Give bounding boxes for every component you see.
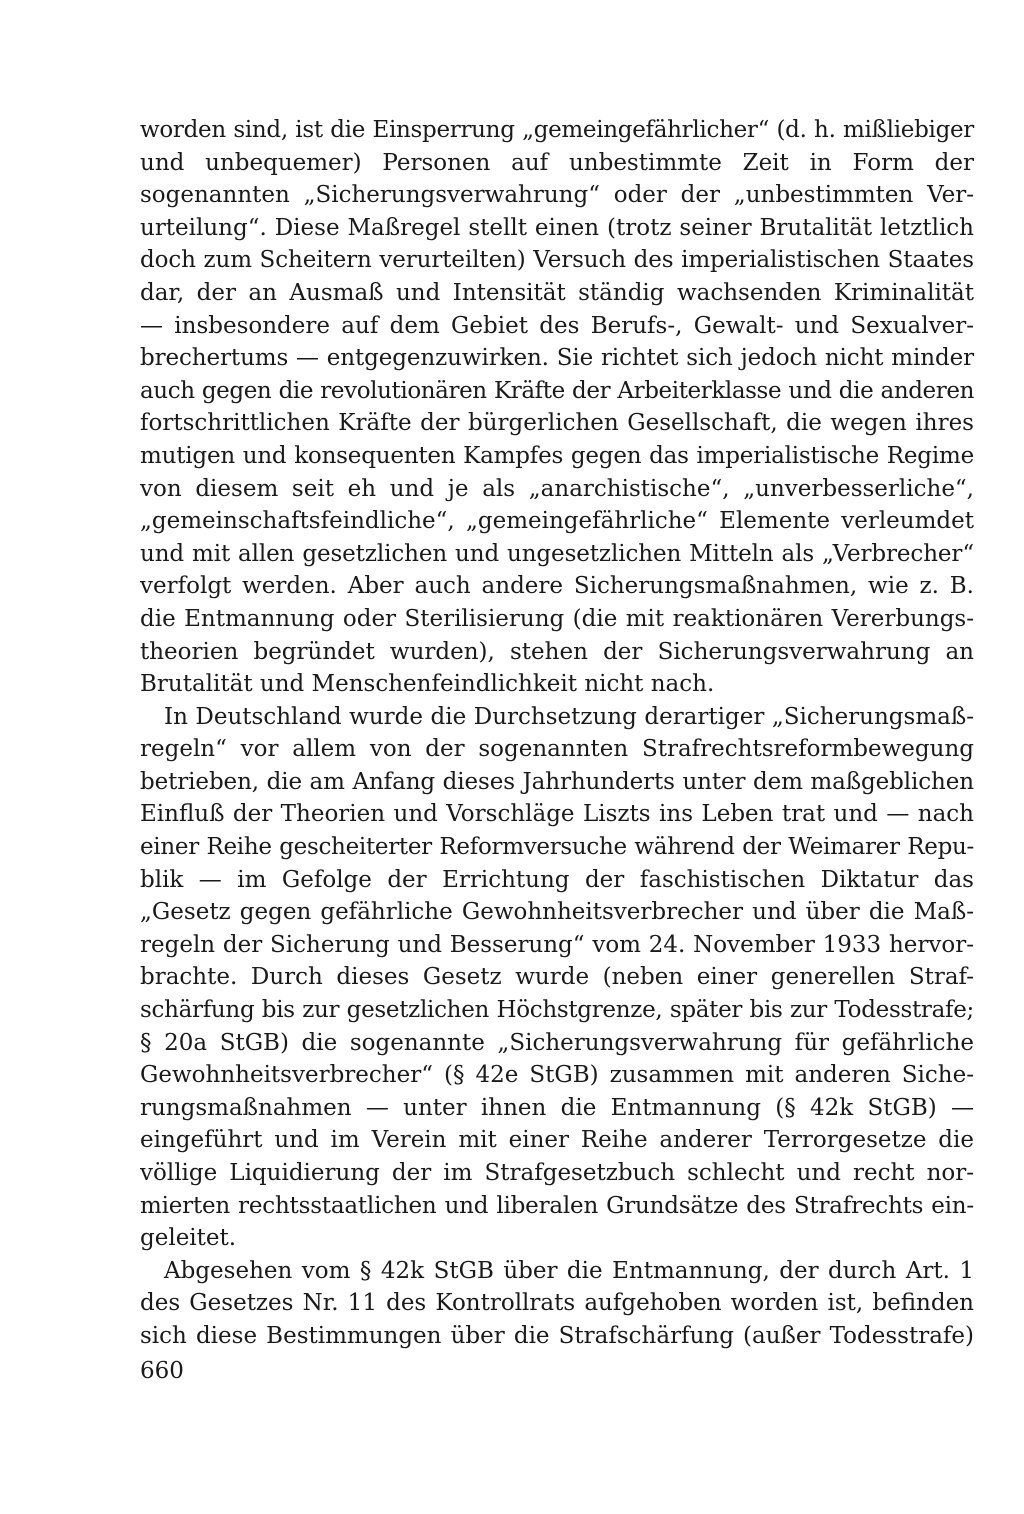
text-line: regeln“ vor allem von der sogenannten Strafrechtsreformbewegung [140, 736, 974, 763]
text-line: rungsmaßnahmen — unter ihnen die Entmannung (§ 42k StGB) — [140, 1094, 974, 1121]
text-line: betrieben, die am Anfang dieses Jahrhunderts unter dem maßgeblichen [140, 768, 974, 795]
text-line: schärfung bis zur gesetzlichen Höchstgrenze, später bis zur Todesstrafe; [140, 997, 974, 1024]
text-line: fortschrittlichen Kräfte der bürgerlichen Gesellschaft, die wegen ihres [140, 410, 974, 437]
text-line: blik — im Gefolge der Errichtung der faschistischen Diktatur das [140, 866, 974, 893]
text-line: völlige Liquidierung der im Strafgesetzbuch schlecht und recht nor- [140, 1160, 974, 1186]
text-line: die Entmannung oder Sterilisierung (die mit reaktionären Vererbungs- [140, 605, 974, 632]
text-line: Gewohnheitsverbrecher“ (§ 42e StGB) zusammen mit anderen Siche- [140, 1062, 974, 1089]
text-line: — insbesondere auf dem Gebiet des Berufs-, Gewalt- und Sexualver- [140, 312, 974, 339]
text-line: brechertums — entgegenzuwirken. Sie richtet sich jedoch nicht minder [140, 345, 974, 372]
page-number: 660 [140, 1358, 184, 1384]
body-text [140, 114, 974, 1353]
text-line: mutigen und konsequenten Kampfes gegen das imperialistische Regime [140, 442, 974, 469]
text-line: Einfluß der Theorien und Vorschläge Liszts ins Leben trat und — nach [140, 801, 974, 828]
text-line: theorien begründet wurden), stehen der Sicherungsverwahrung an [140, 638, 974, 665]
text-line: auch gegen die revolutionären Kräfte der Arbeiterklasse und die anderen [140, 377, 974, 404]
text-line: worden sind, ist die Einsperrung „gemeingefährlicher“ (d. h. mißliebiger [140, 117, 974, 143]
text-line: des Gesetzes Nr. 11 des Kontrollrats aufgehoben worden ist, befinden [140, 1290, 974, 1317]
text-line: urteilung“. Diese Maßregel stellt einen (trotz seiner Brutalität letztlich [140, 214, 974, 241]
text-line: In Deutschland wurde die Durchsetzung derartiger „Sicherungsmaß- [164, 703, 974, 730]
text-line: Brutalität und Menschenfeindlichkeit nicht nach. [140, 671, 715, 698]
text-line: „Gesetz gegen gefährliche Gewohnheitsverbrecher und über die Maß- [140, 899, 974, 926]
text-line: § 20a StGB) die sogenannte „Sicherungsverwahrung für gefährliche [140, 1029, 974, 1056]
text-line: und mit allen gesetzlichen und ungesetzlichen Mitteln als „Verbrecher“ [140, 540, 974, 567]
text-line: sogenannten „Sicherungsverwahrung“ oder der „unbestimmten Ver- [140, 182, 974, 209]
text-line: geleitet. [140, 1225, 237, 1252]
text-line: und unbequemer) Personen auf unbestimmte Zeit in Form der [140, 149, 974, 176]
text-line: dar, der an Ausmaß und Intensität ständig wachsenden Kriminalität [140, 279, 974, 306]
text-line: brachte. Durch dieses Gesetz wurde (neben einer generellen Straf- [140, 964, 974, 991]
text-line: mierten rechtsstaatlichen und liberalen Grundsätze des Strafrechts ein- [140, 1192, 974, 1219]
text-line: Abgesehen vom § 42k StGB über die Entmannung, der durch Art. 1 [164, 1257, 974, 1284]
text-line: doch zum Scheitern verurteilten) Versuch des imperialistischen Staates [140, 247, 974, 274]
text-line: einer Reihe gescheiterter Reformversuche während der Weimarer Repu- [140, 834, 974, 861]
text-line: eingeführt und im Verein mit einer Reihe anderer Terrorgesetze die [140, 1127, 974, 1154]
text-line: regeln der Sicherung und Besserung“ vom 24. November 1933 hervor- [140, 931, 974, 958]
text-line: sich diese Bestimmungen über die Strafschärfung (außer Todesstrafe) [140, 1322, 974, 1349]
text-line: „gemeinschaftsfeindliche“, „gemeingefährliche“ Elemente verleumdet [140, 508, 974, 535]
text-line: verfolgt werden. Aber auch andere Sicherungsmaßnahmen, wie z. B. [140, 573, 974, 600]
text-line: von diesem seit eh und je als „anarchistische“, „unverbesserliche“, [140, 475, 974, 502]
